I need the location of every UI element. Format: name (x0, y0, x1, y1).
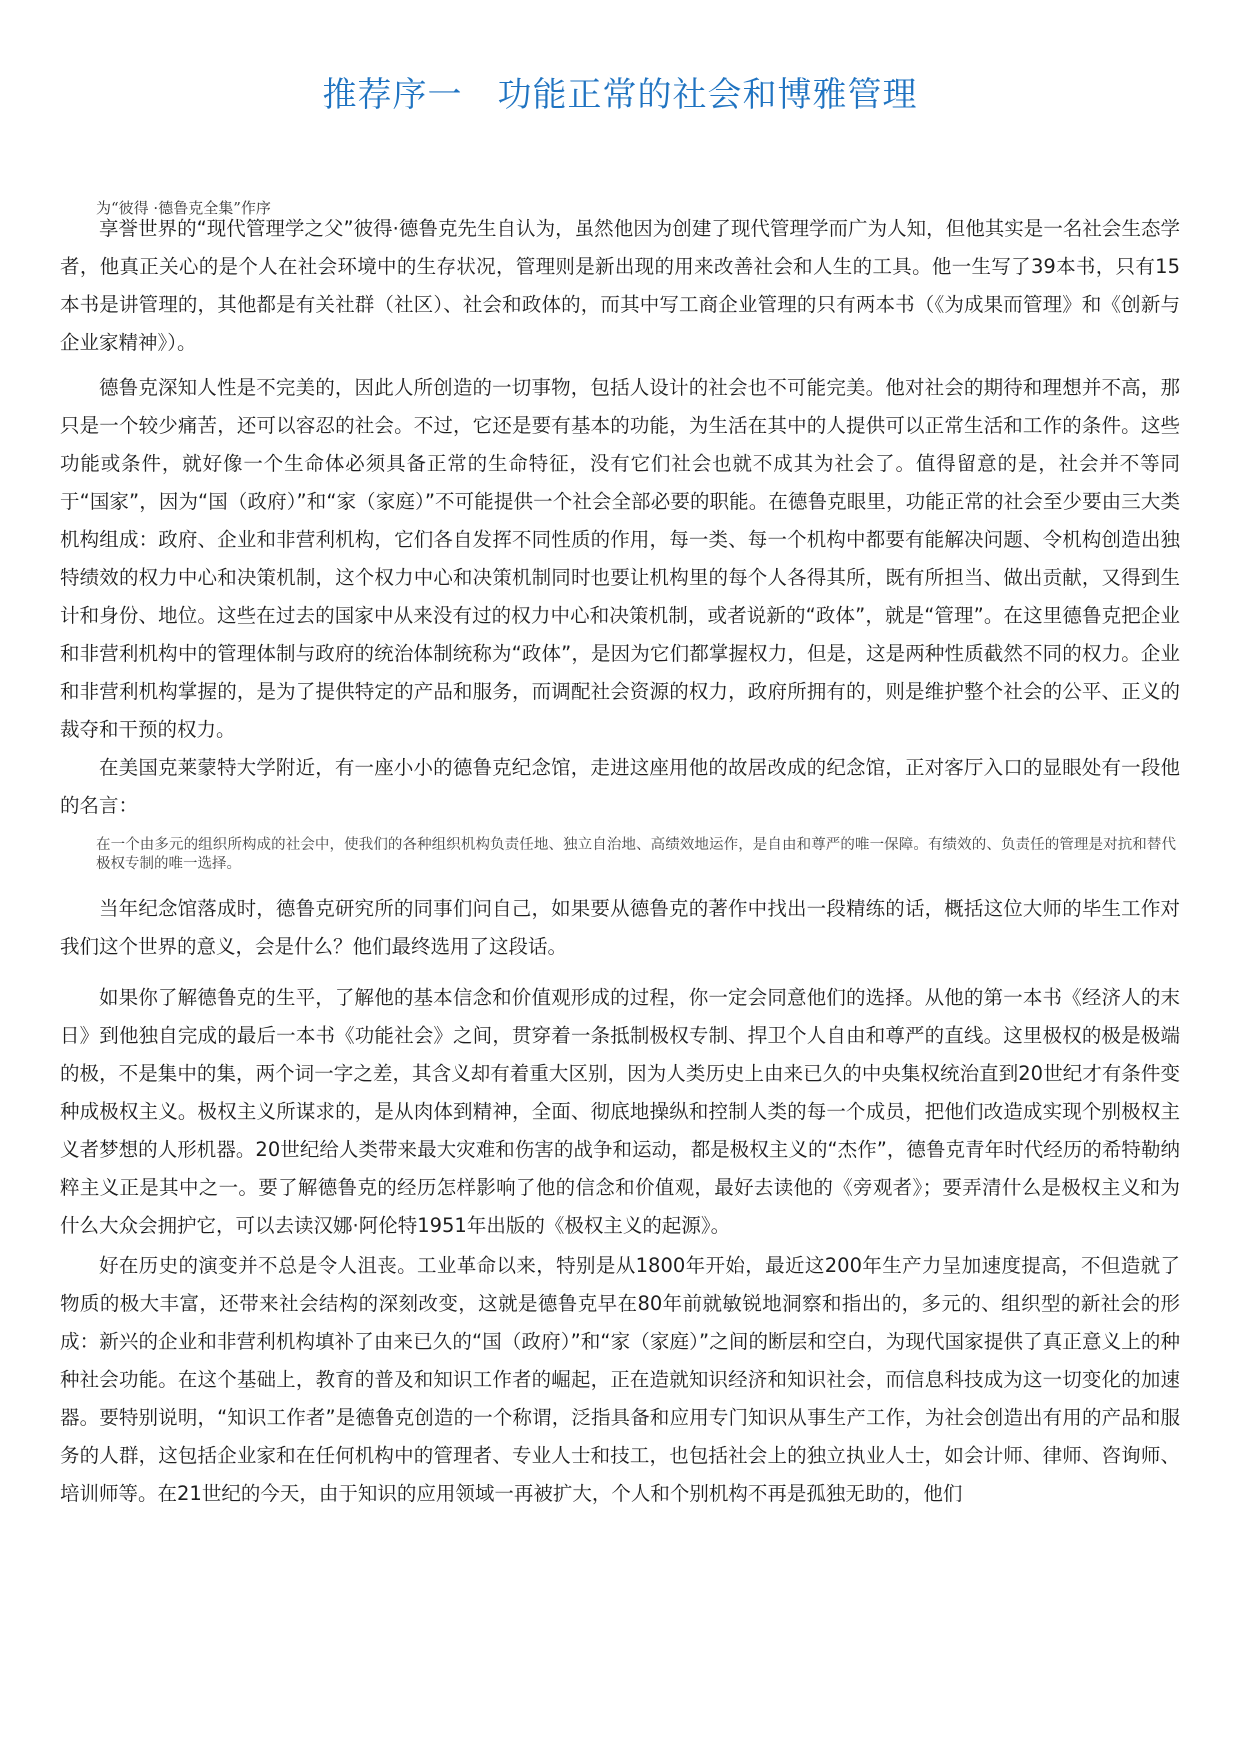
paragraph-3: 在美国克莱蒙特大学附近，有一座小小的德鲁克纪念馆，走进这座用他的故居改成的纪念馆，正对客厅入口的显眼处有一段他的名言： (60, 756, 1180, 817)
paragraph-1: 享誉世界的“现代管理学之父”彼得·德鲁克先生自认为，虽然他因为创建了现代管理学而广为人知，但他其实是一名社会生态学者，他真正关心的是个人在社会环境中的生存状况，管理则是新出现的用来改善社会和人生的工具。他一生写了39本书，只有15本书是讲管理的，其他都是有关社群（社区）、社会和政体的，而其中写工商企业管理的只有两本书（《为成果而管理》和《创新与企业家精神》）。 (60, 217, 1180, 354)
paragraph-4: 当年纪念馆落成时，德鲁克研究所的同事们问自己，如果要从德鲁克的著作中找出一段精练的话，概括这位大师的毕生工作对我们这个世界的意义，会是什么？他们最终选用了这段话。 (60, 897, 1180, 958)
paragraph-6: 好在历史的演变并不总是令人沮丧。工业革命以来，特别是从1800年开始，最近这200年生产力呈加速度提高，不但造就了物质的极大丰富，还带来社会结构的深刻改变，这就是德鲁克早在80年前就敏锐地洞察和指出的，多元的、组织型的新社会的形成：新兴的企业和非营利机构填补了由来已久的“国（政府）”和“家（家庭）”之间的断层和空白，为现代国家提供了真正意义上的种种社会功能。在这个基础上，教育的普及和知识工作者的崛起，正在造就知识经济和知识社会，而信息科技成为这一切变化的加速器。要特别说明，“知识工作者”是德鲁克创造的一个称谓，泛指具备和应用专门知识从事生产工作，为社会创造出有用的产品和服务的人群，这包括企业家和在任何机构中的管理者、专业人士和技工，也包括社会上的独立执业人士，如会计师、律师、咨询师、培训师等。在21世纪的今天，由于知识的应用领域一再被扩大，个人和个别机构不再是孤独无助的，他们 (60, 1254, 1180, 1505)
quote-block: 在一个由多元的组织所构成的社会中，使我们的各种组织机构负责任地、独立自治地、高绩效地运作，是自由和尊严的唯一保障。有绩效的、负责任的管理是对抗和替代极权专制的唯一选择。 (96, 837, 1176, 872)
paragraph-2: 德鲁克深知人性是不完美的，因此人所创造的一切事物，包括人设计的社会也不可能完美。他对社会的期待和理想并不高，那只是一个较少痛苦，还可以容忍的社会。不过，它还是要有基本的功能，为生活在其中的人提供可以正常生活和工作的条件。这些功能或条件，就好像一个生命体必须具备正常的生命特征，没有它们社会也就不成其为社会了。值得留意的是，社会并不等同于“国家”，因为“国（政府）”和“家（家庭）”不可能提供一个社会全部必要的职能。在德鲁克眼里，功能正常的社会至少要由三大类机构组成：政府、企业和非营利机构，它们各自发挥不同性质的作用，每一类、每一个机构中都要有能解决问题、令机构创造出独特绩效的权力中心和决策机制，这个权力中心和决策机制同时也要让机构里的每个人各得其所，既有所担当、做出贡献，又得到生计和身份、地位。这些在过去的国家中从来没有过的权力中心和决策机制，或者说新的“政体”，就是“管理”。在这里德鲁克把企业和非营利机构中的管理体制与政府的统治体制统称为“政体”，是因为它们都掌握权力，但是，这是两种性质截然不同的权力。企业和非营利机构掌握的，是为了提供特定的产品和服务，而调配社会资源的权力，政府所拥有的，则是维护整个社会的公平、正义的裁夺和干预的权力。 (60, 376, 1180, 741)
paragraph-5: 如果你了解德鲁克的生平，了解他的基本信念和价值观形成的过程，你一定会同意他们的选择。从他的第一本书《经济人的末日》到他独自完成的最后一本书《功能社会》之间，贯穿着一条抵制极权专制、捍卫个人自由和尊严的直线。这里极权的极是极端的极，不是集中的集，两个词一字之差，其含义却有着重大区别，因为人类历史上由来已久的中央集权统治直到20世纪才有条件变种成极权主义。极权主义所谋求的，是从肉体到精神，全面、彻底地操纵和控制人类的每一个成员，把他们改造成实现个别极权主义者梦想的人形机器。20世纪给人类带来最大灾难和伤害的战争和运动，都是极权主义的“杰作”，德鲁克青年时代经历的希特勒纳粹主义正是其中之一。要了解德鲁克的经历怎样影响了他的信念和价值观，最好去读他的《旁观者》；要弄清什么是极权主义和为什么大众会拥护它，可以去读汉娜·阿伦特1951年出版的《极权主义的起源》。 (60, 986, 1180, 1237)
page-title: 推荐序一 功能正常的社会和博雅管理 (322, 75, 918, 115)
subtitle: 为“彼得 ·德鲁克全集”作序 (96, 199, 271, 217)
